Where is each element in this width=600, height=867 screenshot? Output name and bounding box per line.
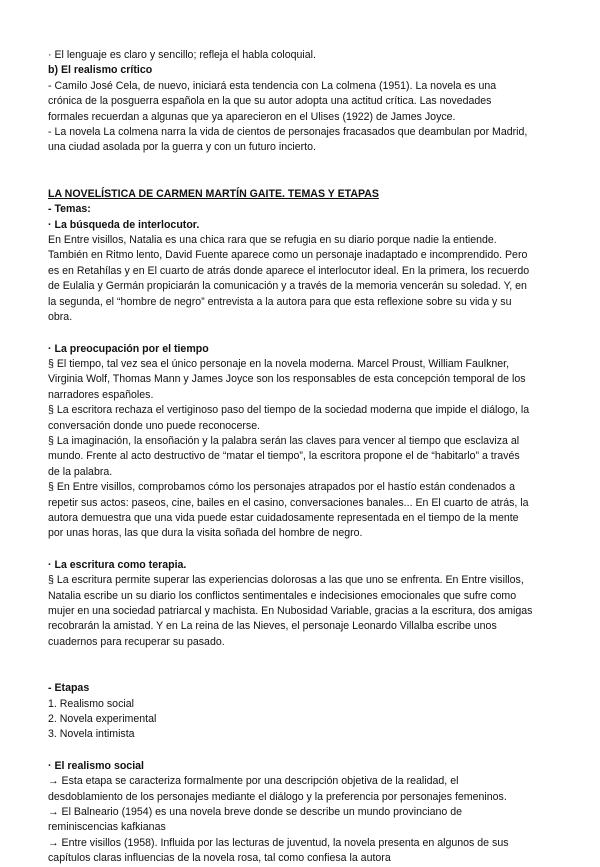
text-line: narradores españoles. [48, 388, 154, 401]
spacer [48, 326, 560, 342]
text-line: - Camilo José Cela, de nuevo, iniciará esta tendencia con La colmena (1951). La novela es una [48, 79, 497, 92]
list-item: 3. Novela intimista [48, 728, 135, 741]
text-line: § La escritura permite superar las experiencias dolorosas a las que uno se enfrenta. En Entre visillos, [48, 574, 524, 587]
text-line: repetir sus actos: paseos, cine, bailes en el casino, conversaciones banales... En El cuarto de atrás, la [48, 496, 529, 509]
text-line: → El Balneario (1954) es una novela breve donde se describe un mundo provinciano de [48, 806, 463, 819]
text-line: por unas horas, las que dura la visita soñada del hombre de negro. [48, 527, 363, 540]
subsection-heading: · El realismo social [48, 759, 144, 772]
text-line: crónica de la posguerra española en la que su autor adopta una actitud crítica. Las novedades [48, 95, 492, 108]
text-line: - La novela La colmena narra la vida de cientos de personajes fracasados que deambulan por Madrid, [48, 126, 528, 139]
text-line: → Entre visillos (1958). Influida por las lecturas de juventud, la novela presenta en algunos de sus [48, 836, 509, 849]
text-line: Virginia Wolf, Thomas Mann y James Joyce son los responsables de esta concepción temporal de los [48, 373, 526, 386]
text-line: conversación donde uno puede reconocerse. [48, 419, 261, 432]
text-line: Natalia escribe un su diario los conflictos sentimentales e indecisiones emocionales que sufre como [48, 589, 517, 602]
list-item: 1. Realismo social [48, 697, 134, 710]
text-line: § En Entre visillos, comprobamos cómo los personajes atrapados por el hastío están condenados a [48, 481, 515, 494]
text-line: recobrarán la amistad. Y en La reina de las Nieves, el personaje Leonardo Villalba escribe unos [48, 620, 497, 633]
document-page [48, 48, 560, 867]
text-line: § La imaginación, la ensoñación y la palabra serán las claves para vencer al tiempo que esclaviza al [48, 434, 520, 447]
spacer [48, 743, 560, 759]
section-heading: b) El realismo crítico [48, 64, 153, 77]
spacer [48, 542, 560, 558]
text-line: reminiscencias kafkianas [48, 821, 166, 834]
subsection-heading: · La búsqueda de interlocutor. [48, 218, 200, 231]
text-line: En Entre visillos, Natalia es una chica rara que se refugia en su diario porque nadie la entiende. [48, 234, 497, 247]
text-line: de Eulalia y Germán propiciarán la comunicación y a través de la memoria vencerán su soledad. Y, en [48, 280, 527, 293]
text-line: También en Ritmo lento, David Fuente aparece como un personaje inadaptado e incomprendido. Pero [48, 249, 528, 262]
text-line: formales recuerdan a algunas que ya aparecieron en el Ulises (1922) de James Joyce. [48, 110, 456, 123]
text-line: mujer en una sociedad patriarcal y machista. En Nubosidad Variable, gracias a la escritura, dos amigas [48, 605, 533, 617]
text-line: § El tiempo, tal vez sea el único personaje en la novela moderna. Marcel Proust, William Faulkner, [48, 357, 510, 370]
text-line: obra. [48, 311, 73, 324]
text-line: de la palabra. [48, 465, 113, 478]
text-line: → Esta etapa se caracteriza formalmente por una descripción objetiva de la realidad, el [48, 775, 459, 788]
section-heading: - Etapas [48, 682, 90, 695]
text-line: · El lenguaje es claro y sencillo; refleja el habla coloquial. [48, 49, 316, 61]
text-line: una ciudad asolada por la guerra y con un futuro incierto. [48, 141, 316, 154]
section-heading: - Temas: [48, 203, 91, 216]
subsection-heading: · La escritura como terapia. [48, 558, 187, 571]
text-line: es en Retahílas y en El cuarto de atrás donde aparece el interlocutor ideal. En la primera, los recuerdo [48, 264, 530, 277]
text-line: desdoblamiento de los personajes mediante el diálogo y la preferencia por personajes femeninos. [48, 790, 507, 803]
subsection-heading: · La preocupación por el tiempo [48, 342, 209, 355]
text-line: capítulos claras influencias de la novela rosa, tal como confiesa la autora [48, 852, 391, 865]
text-line: § La escritora rechaza el vertiginoso paso del tiempo de la sociedad moderna que impide el diálogo, la [48, 404, 530, 417]
text-line: autora demuestra que una vida puede estar cuidadosamente representada en el tiempo de la mente [48, 511, 519, 524]
page-title: LA NOVELÍSTICA DE CARMEN MARTÍN GAITE. TEMAS Y ETAPAS [48, 187, 379, 200]
text-line: mundo. Frente al acto destructivo de “matar el tiempo”, la escritora propone el de “habitarlo” a través [48, 450, 520, 463]
text-line: cuadernos para recuperar su pasado. [48, 635, 225, 648]
spacer [48, 650, 560, 681]
list-item: 2. Novela experimental [48, 713, 157, 726]
text-line: la segunda, el “hombre de negro” entrevista a la autora para que esta reflexione sobre su vida y su [48, 295, 512, 308]
spacer [48, 156, 560, 187]
